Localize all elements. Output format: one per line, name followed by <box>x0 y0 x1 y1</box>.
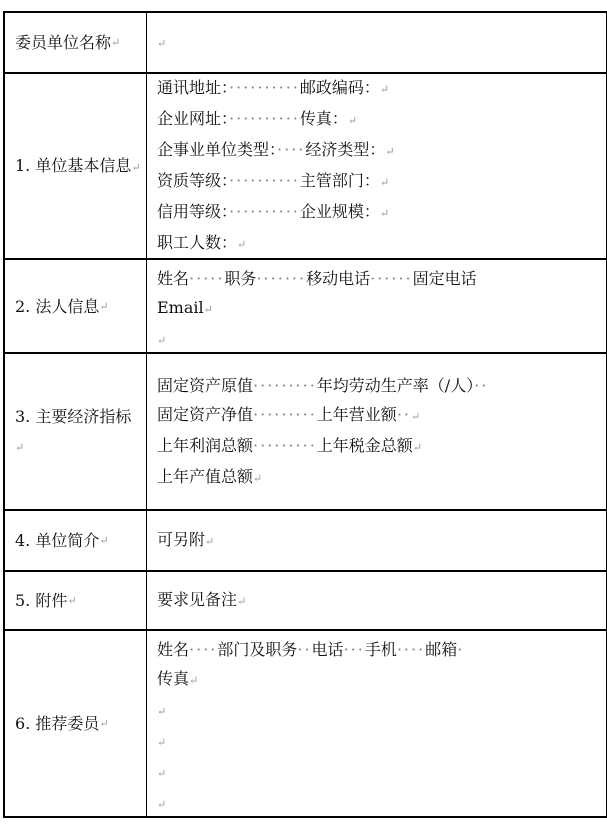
line-text: Email <box>157 298 204 317</box>
line-text: 上年产值总额 <box>157 466 254 486</box>
line <box>157 400 606 431</box>
line <box>157 27 606 58</box>
row-value-cell[interactable] <box>147 511 606 570</box>
line <box>157 585 606 616</box>
line <box>157 264 606 293</box>
paragraph-mark: ↵ <box>203 303 213 316</box>
line-text: 传真 <box>157 669 190 688</box>
paragraph-mark: ↵ <box>237 595 247 608</box>
paragraph-mark: ↵ <box>111 36 121 49</box>
line-text: 固定资产原值·········年均劳动生产率（/人）·· <box>157 375 489 395</box>
row-label-cell <box>5 631 147 816</box>
line <box>157 371 606 400</box>
paragraph-mark: ↵ <box>99 299 109 313</box>
row-label: 2. 法人信息 <box>15 296 100 316</box>
row-label: 4. 单位简介 <box>15 531 100 550</box>
paragraph-mark: ↵ <box>347 114 358 127</box>
row-value-cell[interactable] <box>147 631 606 816</box>
line-text: 信用等级：··········企业规模： <box>157 202 380 221</box>
paragraph-mark: ↵ <box>157 334 167 347</box>
row-label-cell <box>5 354 147 509</box>
table-row <box>5 631 606 818</box>
row-label-cell <box>5 260 147 352</box>
line-text: 要求见备注 <box>157 590 238 609</box>
paragraph-mark: ↵ <box>15 440 25 454</box>
row-value-cell[interactable] <box>147 260 606 352</box>
row-label-cell <box>5 572 147 629</box>
paragraph-mark: ↵ <box>253 471 263 485</box>
paragraph-mark: ↵ <box>157 767 167 780</box>
paragraph-mark: ↵ <box>379 207 390 220</box>
line-text: 企事业单位类型：····经济类型： <box>157 140 386 159</box>
paragraph-mark: ↵ <box>157 798 167 811</box>
line <box>157 104 606 135</box>
row-value-cell[interactable] <box>147 572 606 629</box>
row-label-cell <box>5 74 147 258</box>
row-label: 3. 主要经济指标↵ <box>15 406 132 454</box>
table-row <box>5 13 606 74</box>
row-label: 6. 推荐委员 <box>15 714 100 733</box>
line <box>157 74 606 104</box>
line <box>157 197 606 228</box>
line <box>157 293 606 324</box>
row-value-cell[interactable] <box>147 74 606 258</box>
paragraph-mark: ↵ <box>99 534 109 547</box>
line <box>157 726 606 757</box>
table-row <box>5 74 606 260</box>
row-label-cell <box>5 511 147 570</box>
paragraph-mark: ↵ <box>157 37 167 50</box>
paragraph-mark: ↵ <box>205 535 215 548</box>
paragraph-mark: ↵ <box>412 440 423 454</box>
row-label: 1. 单位基本信息↵ <box>15 155 141 175</box>
row-label-cell <box>5 13 147 72</box>
line <box>157 228 606 258</box>
row-value-cell[interactable] <box>147 13 606 72</box>
paragraph-mark: ↵ <box>189 674 199 687</box>
line-text: 通讯地址：··········邮政编码： <box>157 78 380 97</box>
line <box>157 166 606 197</box>
row-label: 5. 附件 <box>15 591 68 610</box>
line-text: 企业网址：··········传真： <box>157 109 348 128</box>
line-text: 姓名····部门及职务··电话···手机····邮箱· <box>157 640 465 659</box>
line <box>157 324 606 352</box>
line-text: 固定资产净值·········上年营业额·· <box>157 404 411 424</box>
paragraph-mark: ↵ <box>131 160 141 174</box>
line <box>157 525 606 556</box>
paragraph-mark: ↵ <box>157 736 167 749</box>
table-row <box>5 260 606 354</box>
table-row <box>5 572 606 631</box>
line-text: 资质等级：··········主管部门： <box>157 171 380 190</box>
row-value-cell[interactable] <box>147 354 606 509</box>
paragraph-mark: ↵ <box>67 594 77 607</box>
line-text: 职工人数： <box>157 233 238 252</box>
line <box>157 757 606 788</box>
line <box>157 664 606 695</box>
paragraph-mark: ↵ <box>157 705 167 718</box>
line-text: 姓名·····职务·······移动电话······固定电话 <box>157 269 477 288</box>
paragraph-mark: ↵ <box>237 238 247 251</box>
line <box>157 788 606 816</box>
committee-form-table <box>3 11 607 818</box>
paragraph-mark: ↵ <box>410 409 421 423</box>
line <box>157 431 606 462</box>
line-text: 可另附 <box>157 530 206 549</box>
line <box>157 135 606 166</box>
line <box>157 695 606 726</box>
line <box>157 462 606 493</box>
table-row <box>5 354 606 511</box>
row-label: 委员单位名称 <box>15 33 112 52</box>
paragraph-mark: ↵ <box>379 83 390 96</box>
paragraph-mark: ↵ <box>99 717 109 730</box>
paragraph-mark: ↵ <box>379 176 390 189</box>
line-text: 上年利润总额·········上年税金总额 <box>157 435 413 455</box>
paragraph-mark: ↵ <box>385 145 395 158</box>
table-row <box>5 511 606 572</box>
line <box>157 635 606 664</box>
